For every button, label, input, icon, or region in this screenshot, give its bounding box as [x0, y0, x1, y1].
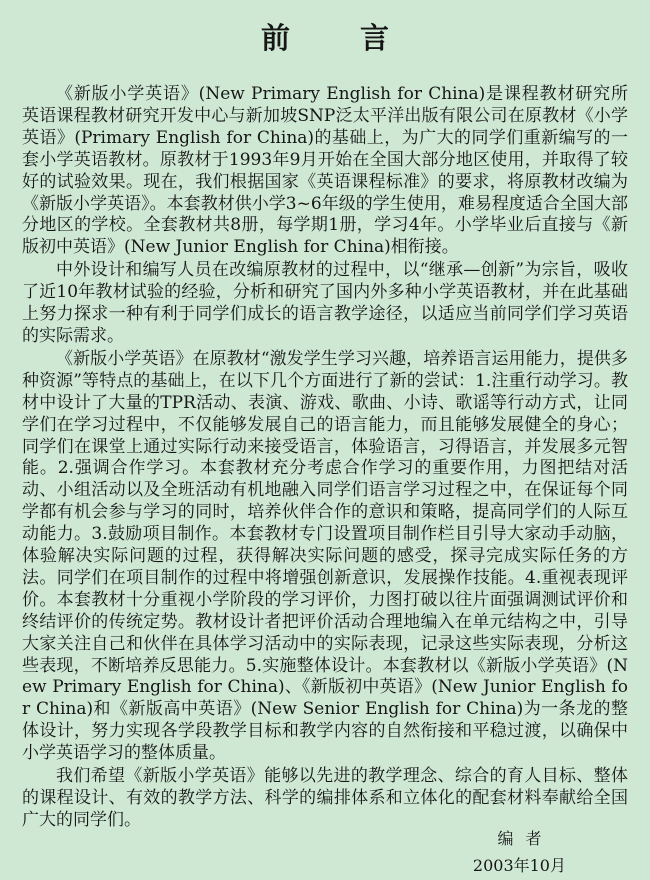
signoff-date: 2003年10月: [472, 856, 566, 875]
paragraph-innovations: 《新版小学英语》在原教材“激发学生学习兴趣，培养语言运用能力，提供多种资源”等特点的基础上，在以下几个方面进行了新的尝试：1.注重行动学习。教材中设计了大量的TPR活动、表演、游戏、歌曲、小诗、歌谣等行动方式，让同学们在学习过程中，不仅能够发展自己的语言能力，而且能够发展健全的身心；同学们在课堂上通过实际行动来接受语言，体验语言，习得语言，并发展多元智能。2.强调合作学习。本套教材充分考虑合作学习的重要作用，力图把结对活动、小组活动以及全班活动有机地融入同学们语言学习过程之中，在保证每个同学都有机会参与学习的同时，培养伙伴合作的意识和策略，提高同学们的人际互动能力。3.鼓励项目制作。本套教材专门设置项目制作栏目引导大家动手动脑，体验解决实际问题的过程，获得解决实际问题的感受，探寻完成实际任务的方法。同学们在项目制作的过程中将增强创新意识，发展操作技能。4.重视表现评价。本套教材十分重视小学阶段的学习评价，力图打破以往片面强调测试评价和终结评价的传统定势。教材设计者把评价活动合理地编入在单元结构之中，引导大家关注自己和伙伴在具体学习活动中的实际表现，记录这些实际表现，分析这些表现，不断培养反思能力。5.实施整体设计。本套教材以《新版小学英语》(New Primary English for China)、《新版初中英语》(New Junior English for China)和《新版高中英语》(New Senior English for China)为一条龙的整体设计，努力实现各学段教学目标和教学内容的自然衔接和平稳过渡，以确保中小学英语学习的整体质量。: [22, 348, 628, 764]
page-title: 前 言: [260, 21, 420, 55]
signoff-block: [473, 828, 566, 877]
paragraph-closing: 我们希望《新版小学英语》能够以先进的教学理念、综合的育人目标、整体的课程设计、有效的教学方法、科学的编排体系和立体化的配套材料奉献给全国广大的同学们。: [22, 766, 628, 830]
paragraph-intro: 《新版小学英语》(New Primary English for China)是课程教材研究所英语课程教材研究开发中心与新加坡SNP泛太平洋出版有限公司在原教材《小学英语》(Primary English for China)的基础上，为广大的同学们重新编写的一套小学英语教材。原教材于1993年9月开始在全国大部分地区使用，并取得了较好的试验效果。现在，我们根据国家《英语课程标准》的要求，将原教材改编为《新版小学英语》。本套教材供小学3~6年级的学生使用，难易程度适合全国大部分地区的学校。全套教材共8册，每学期1册，学习4年。小学毕业后直接与《新版初中英语》(New Junior English for China)相衔接。: [22, 84, 628, 258]
paragraph-design-principles: 中外设计和编写人员在改编原教材的过程中，以“继承—创新”为宗旨，吸收了近10年教材试验的经验，分析和研究了国内外多种小学英语教材，并在此基础上努力探求一种有利于同学们成长的语言教学途径，以适应当前同学们学习英语的实际需求。: [22, 260, 628, 346]
signoff-author: 编者: [497, 829, 554, 848]
